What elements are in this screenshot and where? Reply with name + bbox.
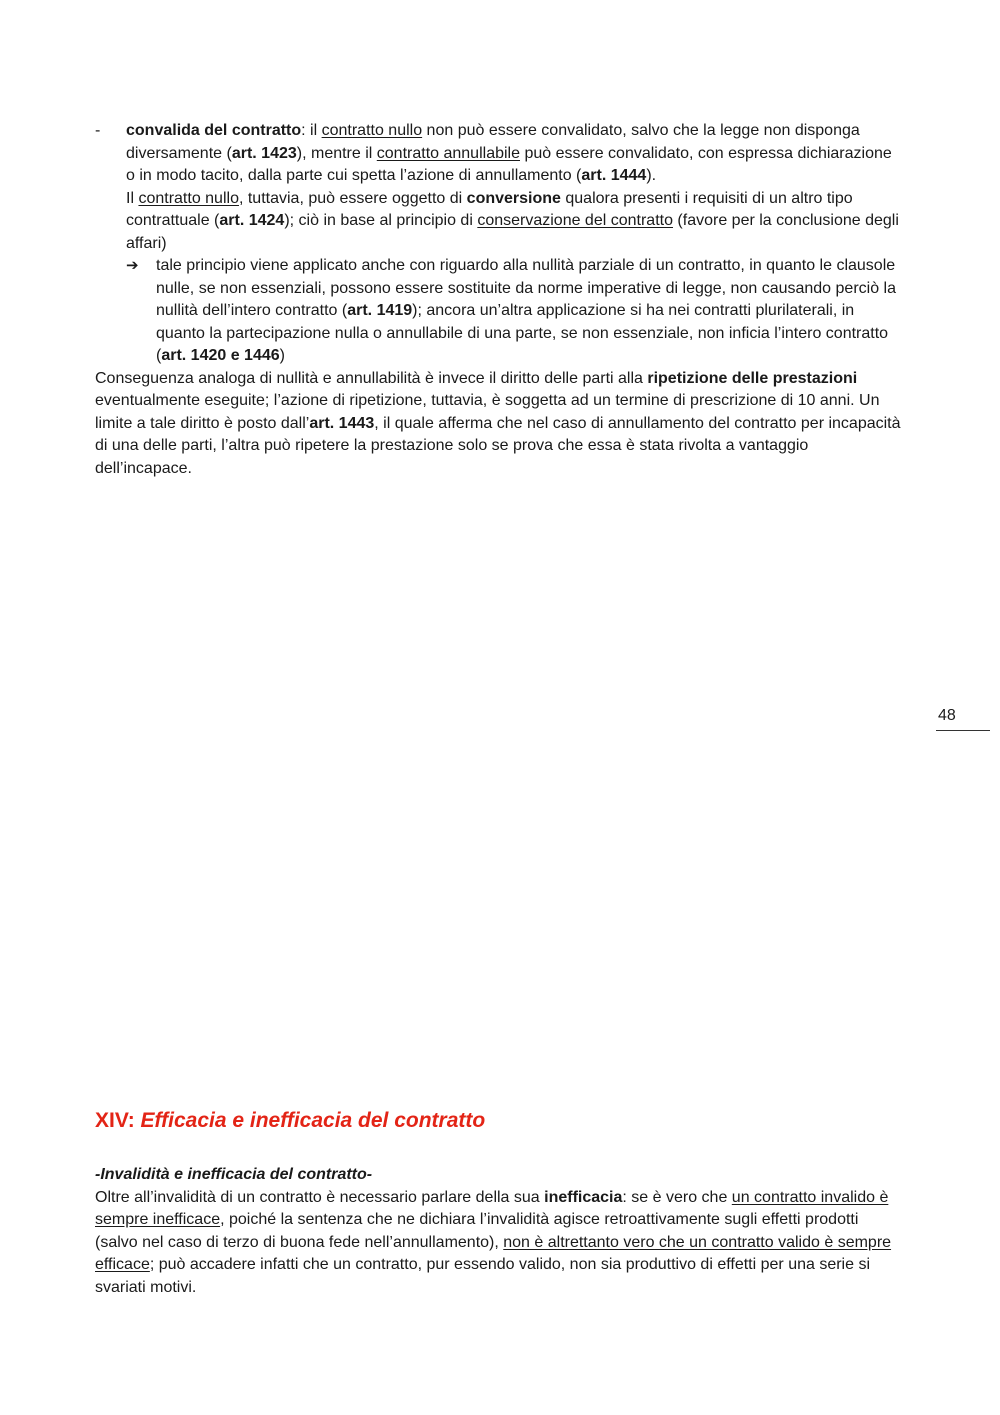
text-run: Il <box>126 189 139 207</box>
article-ref: art. 1443 <box>309 414 375 432</box>
text-run: ; può accadere infatti che un contratto, pur essendo valido, non sia produttivo di effetti per una serie si svariati motivi. <box>95 1256 871 1296</box>
text-run: ), mentre il <box>296 144 377 162</box>
text-run: ); ciò in base al principio di <box>284 212 478 229</box>
text-run: , il quale afferma che nel caso di annullamento del contratto per incapacità di una delle parti, l’altra può ripetere la prestazione solo se prova che essa è stata rivolta a vantaggio dell’incapace. <box>95 414 901 477</box>
term-convalida: convalida del contratto <box>126 122 302 139</box>
bullet-item-convalida <box>95 120 905 368</box>
article-ref: art. 1423 <box>231 144 297 162</box>
text-run: non può essere convalidato, salvo che la legge non disponga diversamente ( <box>126 122 860 162</box>
text-run: tale principio viene applicato anche con riguardo alla nullità parziale di un contratto, in quanto le clausole nulle, se non essenziali, possono essere sostituite da norme imperative di legge, non causando perciò la nullità dell’intero contratto ( <box>156 257 896 319</box>
arrow-icon: ➔ <box>126 257 139 274</box>
text-run: (favore per la conclusione degli affari) <box>126 212 899 252</box>
chapter-number: XIV: <box>95 1109 141 1132</box>
text-run: ) <box>279 347 285 364</box>
underlined-term: non è altrettanto vero che un contratto valido è sempre efficace <box>95 1233 892 1273</box>
underlined-term: contratto nullo <box>321 122 423 139</box>
term-ripetizione: ripetizione delle prestazioni <box>647 369 858 387</box>
underlined-term: conservazione del contratto <box>477 212 673 229</box>
top-text-block <box>95 120 905 480</box>
underlined-term: un contratto invalido è sempre inefficace <box>95 1188 889 1228</box>
section-block <box>95 1164 905 1299</box>
text-run: : se è vero che <box>622 1188 732 1206</box>
repetition-paragraph <box>95 368 905 481</box>
conversion-paragraph <box>126 188 905 256</box>
text-run: , tuttavia, può essere oggetto di <box>238 189 467 207</box>
page-number: 48 <box>936 705 990 731</box>
underlined-term: contratto nullo <box>138 189 239 207</box>
underlined-term: contratto annullabile <box>376 144 520 162</box>
chapter-heading <box>95 1107 485 1135</box>
term-inefficacia: inefficacia <box>544 1188 623 1206</box>
text-run: : il <box>301 122 322 139</box>
text-run: ). <box>646 167 657 184</box>
dash-bullet: - <box>95 122 101 139</box>
text-run: qualora presenti i requisiti di un altro tipo contrattuale ( <box>126 189 853 229</box>
text-run: Conseguenza analoga di nullità e annullabilità è invece il diritto delle parti alla <box>95 369 648 387</box>
article-ref: art. 1420 e 1446 <box>161 347 280 364</box>
section-paragraph <box>95 1187 905 1300</box>
term-conversione: conversione <box>466 189 561 207</box>
article-ref: art. 1444 <box>581 167 647 184</box>
text-run: , poiché la sentenza che ne dichiara l’invalidità agisce retroattivamente sugli effetti prodotti (salvo nel caso di terzo di buona fede nell’annullamento), <box>95 1211 859 1251</box>
arrow-sub-item <box>126 255 905 368</box>
text-run: Oltre all’invalidità di un contratto è necessario parlare della sua <box>95 1188 545 1206</box>
article-ref: art. 1424 <box>219 212 285 229</box>
chapter-title: Efficacia e inefficacia del contratto <box>140 1109 486 1132</box>
text-run: può essere convalidato, con espressa dichiarazione o in modo tacito, dalla parte cui spetta l’azione di annullamento ( <box>126 144 892 184</box>
text-run: ); ancora un’altra applicazione si ha nei contratti plurilaterali, in quanto la partecipazione nulla o annullabile di una parte, se non essenziale, non inficia l’intero contratto ( <box>156 302 889 364</box>
section-heading: -Invalidità e inefficacia del contratto- <box>95 1166 373 1183</box>
convalida-paragraph <box>126 120 905 188</box>
article-ref: art. 1419 <box>347 302 413 319</box>
arrow-paragraph <box>156 255 905 368</box>
text-run: eventualmente eseguite; l’azione di ripetizione, tuttavia, è soggetta ad un termine di prescrizione di 10 anni. Un limite a tale diritto è posto dall’ <box>95 392 880 432</box>
